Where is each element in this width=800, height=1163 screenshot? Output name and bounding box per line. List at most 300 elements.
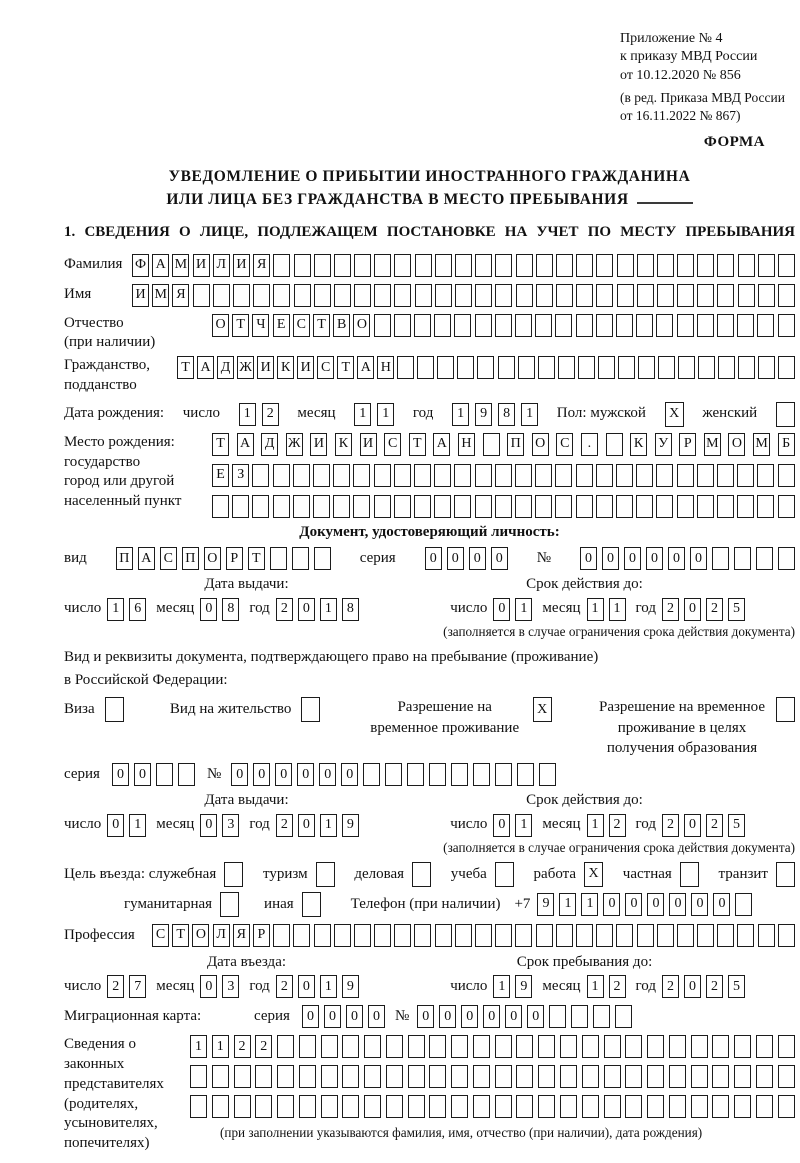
char-cell xyxy=(156,763,173,786)
char-cell: И xyxy=(132,284,149,307)
char-cell: К xyxy=(277,356,294,379)
char-cell xyxy=(637,924,654,947)
char-cell xyxy=(364,1035,381,1058)
char-cell xyxy=(678,356,695,379)
char-cell xyxy=(756,1035,773,1058)
char-cell xyxy=(314,924,331,947)
doc-dates-header xyxy=(64,575,795,595)
char-cell: Я xyxy=(233,924,250,947)
char-cell: 2 xyxy=(609,814,626,837)
phone-prefix: +7 xyxy=(514,895,531,912)
transit-checkbox xyxy=(776,862,795,887)
char-cell xyxy=(778,254,795,277)
char-cell: А xyxy=(197,356,214,379)
char-cell xyxy=(498,356,515,379)
appendix-line: к приказу МВД России xyxy=(620,49,758,65)
char-cell: О xyxy=(353,314,370,337)
char-cell xyxy=(212,1095,229,1118)
char-cell: 8 xyxy=(498,403,515,426)
profession-cells xyxy=(152,924,795,947)
phone-cells xyxy=(537,893,752,916)
char-cell: Е xyxy=(212,464,229,487)
permit-valid-day-cells xyxy=(493,814,532,837)
citizenship-row xyxy=(64,356,795,396)
char-cell xyxy=(277,1035,294,1058)
char-cell: 2 xyxy=(276,814,293,837)
char-cell xyxy=(778,1095,795,1118)
char-cell: 0 xyxy=(713,893,730,916)
char-cell: Р xyxy=(679,433,696,456)
char-cell xyxy=(717,314,734,337)
char-cell xyxy=(434,464,451,487)
purpose-transit: транзит xyxy=(719,862,795,887)
citizenship-label: Гражданство, подданство xyxy=(64,357,151,393)
char-cell xyxy=(495,495,512,518)
doc-issue-date: число 1 6 месяц 0 8 год 2 0 1 8 xyxy=(64,598,429,621)
char-cell xyxy=(293,924,310,947)
residence-doc-type-row xyxy=(64,697,795,758)
char-cell: Н xyxy=(458,433,475,456)
char-cell: 0 xyxy=(527,1005,544,1028)
char-cell: 0 xyxy=(302,1005,319,1028)
given-name-label: Имя xyxy=(64,286,92,303)
char-cell xyxy=(364,1065,381,1088)
purpose-study: учеба xyxy=(451,862,514,887)
doc-series-label: серия xyxy=(359,549,396,566)
char-cell: 1 xyxy=(521,403,538,426)
surname-cells xyxy=(132,254,795,277)
char-cell xyxy=(193,284,210,307)
char-cell xyxy=(756,547,773,570)
char-cell: 2 xyxy=(662,975,679,998)
char-cell xyxy=(616,464,633,487)
char-cell xyxy=(677,314,694,337)
char-cell: 2 xyxy=(706,814,723,837)
char-cell: 0 xyxy=(647,893,664,916)
permit-validity-note: (заполняется в случае ограничения срока действия документа) xyxy=(443,839,795,855)
char-cell: 0 xyxy=(368,1005,385,1028)
char-cell xyxy=(737,495,754,518)
char-cell: С xyxy=(293,314,310,337)
char-cell xyxy=(677,464,694,487)
char-cell xyxy=(712,1035,729,1058)
char-cell xyxy=(252,495,269,518)
char-cell xyxy=(434,495,451,518)
char-cell: О xyxy=(532,433,549,456)
char-cell: С xyxy=(152,924,169,947)
other-checkbox xyxy=(302,892,321,917)
char-cell xyxy=(669,1035,686,1058)
char-cell xyxy=(691,1095,708,1118)
purpose-work: работа X xyxy=(534,862,604,887)
char-cell: Т xyxy=(172,924,189,947)
char-cell xyxy=(334,254,351,277)
char-cell xyxy=(374,924,391,947)
char-cell: С xyxy=(160,547,177,570)
char-cell: М xyxy=(152,284,169,307)
char-cell: Т xyxy=(248,547,265,570)
temp-residence-checkbox: X xyxy=(533,697,552,722)
char-cell xyxy=(408,1095,425,1118)
char-cell xyxy=(495,1065,512,1088)
doc-valid-header: Срок действия до: xyxy=(526,576,643,593)
char-cell xyxy=(615,1005,632,1028)
char-cell: 0 xyxy=(691,893,708,916)
char-cell xyxy=(277,1065,294,1088)
char-cell xyxy=(293,495,310,518)
char-cell xyxy=(270,547,287,570)
char-cell: 0 xyxy=(580,547,597,570)
char-cell xyxy=(475,495,492,518)
char-cell xyxy=(273,495,290,518)
char-cell xyxy=(334,284,351,307)
char-cell xyxy=(234,1095,251,1118)
char-cell: М xyxy=(172,254,189,277)
visa-checkbox xyxy=(105,697,124,722)
char-cell xyxy=(435,924,452,947)
char-cell: 1 xyxy=(377,403,394,426)
mc-number-cells xyxy=(417,1005,632,1028)
char-cell: 0 xyxy=(200,598,217,621)
permit-valid-year-cells xyxy=(662,814,745,837)
char-cell xyxy=(738,356,755,379)
char-cell: Ж xyxy=(237,356,254,379)
char-cell xyxy=(598,356,615,379)
char-cell xyxy=(647,1065,664,1088)
char-cell xyxy=(394,464,411,487)
char-cell xyxy=(408,1065,425,1088)
char-cell: И xyxy=(310,433,327,456)
char-cell xyxy=(658,356,675,379)
char-cell xyxy=(737,464,754,487)
char-cell xyxy=(516,284,533,307)
char-cell xyxy=(294,254,311,277)
char-cell: О xyxy=(728,433,745,456)
char-cell xyxy=(756,1095,773,1118)
char-cell xyxy=(712,547,729,570)
char-cell: 1 xyxy=(452,403,469,426)
birthplace-row xyxy=(64,433,795,518)
char-cell xyxy=(273,254,290,277)
purpose-humanitarian: гуманитарная xyxy=(124,892,239,917)
char-cell xyxy=(576,924,593,947)
doc-validity-note: (заполняется в случае ограничения срока действия документа) xyxy=(443,623,795,639)
char-cell xyxy=(515,314,532,337)
char-cell xyxy=(556,254,573,277)
doc-valid-day-cells xyxy=(493,598,532,621)
char-cell: К xyxy=(335,433,352,456)
patronymic-label: Отчество (при наличии) xyxy=(64,314,156,351)
char-cell xyxy=(571,1005,588,1028)
char-cell: 1 xyxy=(493,975,510,998)
char-cell xyxy=(558,356,575,379)
char-cell: 9 xyxy=(515,975,532,998)
char-cell xyxy=(691,1065,708,1088)
permit-valid-month-cells xyxy=(587,814,626,837)
char-cell: 0 xyxy=(603,893,620,916)
char-cell: . xyxy=(581,433,598,456)
char-cell xyxy=(407,763,424,786)
char-cell: 5 xyxy=(728,598,745,621)
char-cell xyxy=(429,763,446,786)
char-cell: 0 xyxy=(425,547,442,570)
char-cell xyxy=(617,284,634,307)
purpose-other: иная xyxy=(264,892,321,917)
day-label: число xyxy=(182,405,220,422)
char-cell xyxy=(516,1035,533,1058)
char-cell xyxy=(606,433,623,456)
char-cell: 9 xyxy=(342,975,359,998)
stay-until-header: Срок пребывания до: xyxy=(516,953,653,970)
permit-issue-month-cells xyxy=(200,814,239,837)
char-cell xyxy=(475,284,492,307)
char-cell xyxy=(636,495,653,518)
char-cell: 3 xyxy=(222,975,239,998)
char-cell: Л xyxy=(213,254,230,277)
title-blank-line xyxy=(637,190,693,204)
temp-residence-edu-label: Разрешение на временное проживание в целях получения образования xyxy=(599,699,765,756)
char-cell: 2 xyxy=(662,814,679,837)
char-cell: 2 xyxy=(706,598,723,621)
char-cell xyxy=(593,1005,610,1028)
char-cell xyxy=(560,1095,577,1118)
char-cell xyxy=(495,464,512,487)
stay-day-cells xyxy=(493,975,532,998)
char-cell xyxy=(342,1065,359,1088)
char-cell xyxy=(374,464,391,487)
doc-number-label: № xyxy=(536,549,551,566)
char-cell xyxy=(582,1065,599,1088)
char-cell xyxy=(657,254,674,277)
char-cell xyxy=(429,1035,446,1058)
sex-male-checkbox: X xyxy=(665,402,684,427)
form-title-line1: УВЕДОМЛЕНИЕ О ПРИБЫТИИ ИНОСТРАННОГО ГРАЖДАНИНА xyxy=(168,167,691,185)
char-cell xyxy=(677,924,694,947)
char-cell xyxy=(539,763,556,786)
char-cell xyxy=(354,924,371,947)
char-cell xyxy=(475,464,492,487)
char-cell: 1 xyxy=(354,403,371,426)
char-cell xyxy=(582,1035,599,1058)
char-cell xyxy=(394,495,411,518)
char-cell xyxy=(451,1065,468,1088)
char-cell xyxy=(697,464,714,487)
char-cell xyxy=(647,1095,664,1118)
char-cell xyxy=(516,1095,533,1118)
char-cell xyxy=(374,284,391,307)
char-cell xyxy=(475,254,492,277)
char-cell xyxy=(697,314,714,337)
purpose-row xyxy=(64,862,795,887)
purpose-tourism: туризм xyxy=(263,862,335,887)
char-cell xyxy=(321,1095,338,1118)
permit-issue-date: число 0 1 месяц 0 3 год 2 0 1 9 xyxy=(64,814,429,837)
char-cell xyxy=(578,356,595,379)
char-cell: 1 xyxy=(559,893,576,916)
char-cell xyxy=(299,1035,316,1058)
form-label: ФОРМА xyxy=(703,134,765,151)
char-cell: 0 xyxy=(298,975,315,998)
char-cell xyxy=(518,356,535,379)
given-name-row xyxy=(64,284,795,307)
year-label: год xyxy=(412,405,434,422)
char-cell xyxy=(293,464,310,487)
visa-label: Виза xyxy=(64,701,95,718)
profession-label: Профессия xyxy=(64,926,135,943)
char-cell xyxy=(778,314,795,337)
doc-issue-header: Дата выдачи: xyxy=(204,576,289,593)
purpose-row2 xyxy=(64,892,795,917)
birth-month-cells xyxy=(354,403,394,426)
entry-year-cells xyxy=(276,975,359,998)
char-cell xyxy=(314,284,331,307)
char-cell: 0 xyxy=(505,1005,522,1028)
representatives-label: Сведения о законных представителях (родителях, усыновителях, попечителях) xyxy=(64,1036,164,1152)
char-cell xyxy=(473,1095,490,1118)
char-cell xyxy=(734,1035,751,1058)
char-cell: И xyxy=(257,356,274,379)
char-cell xyxy=(697,495,714,518)
char-cell: 0 xyxy=(625,893,642,916)
char-cell xyxy=(778,356,795,379)
residence-permit-option xyxy=(170,697,320,722)
char-cell: 2 xyxy=(262,403,279,426)
char-cell: 1 xyxy=(190,1035,207,1058)
char-cell: Т xyxy=(177,356,194,379)
char-cell xyxy=(394,284,411,307)
char-cell xyxy=(408,1035,425,1058)
char-cell: Р xyxy=(226,547,243,570)
char-cell xyxy=(178,763,195,786)
temp-residence-label: Разрешение на временное проживание xyxy=(370,699,520,736)
char-cell: Т xyxy=(337,356,354,379)
char-cell: 9 xyxy=(537,893,554,916)
char-cell xyxy=(734,1095,751,1118)
char-cell xyxy=(457,356,474,379)
char-cell: 0 xyxy=(341,763,358,786)
char-cell xyxy=(712,1095,729,1118)
char-cell: О xyxy=(192,924,209,947)
char-cell xyxy=(253,284,270,307)
char-cell xyxy=(656,495,673,518)
char-cell: 0 xyxy=(346,1005,363,1028)
char-cell xyxy=(495,314,512,337)
char-cell: Т xyxy=(313,314,330,337)
char-cell: 0 xyxy=(298,814,315,837)
char-cell xyxy=(353,495,370,518)
identity-doc-row xyxy=(64,547,795,570)
char-cell xyxy=(535,464,552,487)
char-cell: 0 xyxy=(469,547,486,570)
char-cell: 5 xyxy=(728,975,745,998)
char-cell xyxy=(434,314,451,337)
char-cell xyxy=(734,1065,751,1088)
char-cell xyxy=(604,1065,621,1088)
char-cell: Н xyxy=(377,356,394,379)
char-cell xyxy=(758,284,775,307)
char-cell xyxy=(758,356,775,379)
phone-label: Телефон (при наличии) xyxy=(350,895,501,912)
tourism-checkbox xyxy=(316,862,335,887)
appendix-reference xyxy=(620,30,795,125)
doc-issue-year-cells xyxy=(276,598,359,621)
char-cell: Я xyxy=(172,284,189,307)
char-cell xyxy=(252,464,269,487)
char-cell: 1 xyxy=(239,403,256,426)
char-cell xyxy=(717,464,734,487)
char-cell xyxy=(495,763,512,786)
char-cell xyxy=(313,495,330,518)
char-cell xyxy=(354,284,371,307)
char-cell: Р xyxy=(253,924,270,947)
char-cell: М xyxy=(704,433,721,456)
char-cell xyxy=(717,495,734,518)
char-cell: И xyxy=(193,254,210,277)
migration-card-row xyxy=(64,1005,795,1028)
char-cell xyxy=(477,356,494,379)
form-title-line2: ИЛИ ЛИЦА БЕЗ ГРАЖДАНСТВА В МЕСТО ПРЕБЫВАНИЯ xyxy=(64,188,795,211)
char-cell: 2 xyxy=(276,975,293,998)
char-cell xyxy=(556,284,573,307)
representatives-note: (при заполнении указываются фамилия, имя, отчество (при наличии), дата рождения) xyxy=(220,1125,703,1141)
char-cell: 0 xyxy=(253,763,270,786)
char-cell xyxy=(549,1005,566,1028)
char-cell: 9 xyxy=(475,403,492,426)
char-cell xyxy=(555,495,572,518)
char-cell xyxy=(475,314,492,337)
char-cell: У xyxy=(655,433,672,456)
char-cell xyxy=(778,924,795,947)
char-cell xyxy=(435,284,452,307)
char-cell xyxy=(625,1035,642,1058)
char-cell xyxy=(778,1065,795,1088)
char-cell: 6 xyxy=(129,598,146,621)
char-cell xyxy=(596,495,613,518)
char-cell xyxy=(656,464,673,487)
char-cell xyxy=(394,314,411,337)
doc-valid-date: число 0 1 месяц 1 1 год 2 0 2 5 xyxy=(450,598,755,621)
doc-valid-month-cells xyxy=(587,598,626,621)
permit-number-cells xyxy=(231,763,556,786)
char-cell xyxy=(555,314,572,337)
char-cell: П xyxy=(116,547,133,570)
char-cell: 0 xyxy=(493,814,510,837)
char-cell: 0 xyxy=(298,598,315,621)
char-cell xyxy=(515,924,532,947)
mc-series-label: серия xyxy=(254,1008,290,1025)
char-cell xyxy=(604,1035,621,1058)
char-cell xyxy=(495,254,512,277)
char-cell xyxy=(397,356,414,379)
char-cell xyxy=(273,464,290,487)
mc-number-label: № xyxy=(394,1008,410,1025)
char-cell xyxy=(414,924,431,947)
month-label: месяц xyxy=(297,405,336,422)
char-cell xyxy=(333,495,350,518)
char-cell xyxy=(354,254,371,277)
char-cell: С xyxy=(556,433,573,456)
char-cell xyxy=(677,254,694,277)
char-cell: И xyxy=(233,254,250,277)
char-cell: 0 xyxy=(200,814,217,837)
char-cell xyxy=(677,284,694,307)
char-cell xyxy=(454,495,471,518)
char-cell xyxy=(313,464,330,487)
char-cell: 0 xyxy=(275,763,292,786)
char-cell xyxy=(560,1065,577,1088)
char-cell: 3 xyxy=(222,814,239,837)
appendix-line: от 10.12.2020 № 856 xyxy=(620,67,741,83)
